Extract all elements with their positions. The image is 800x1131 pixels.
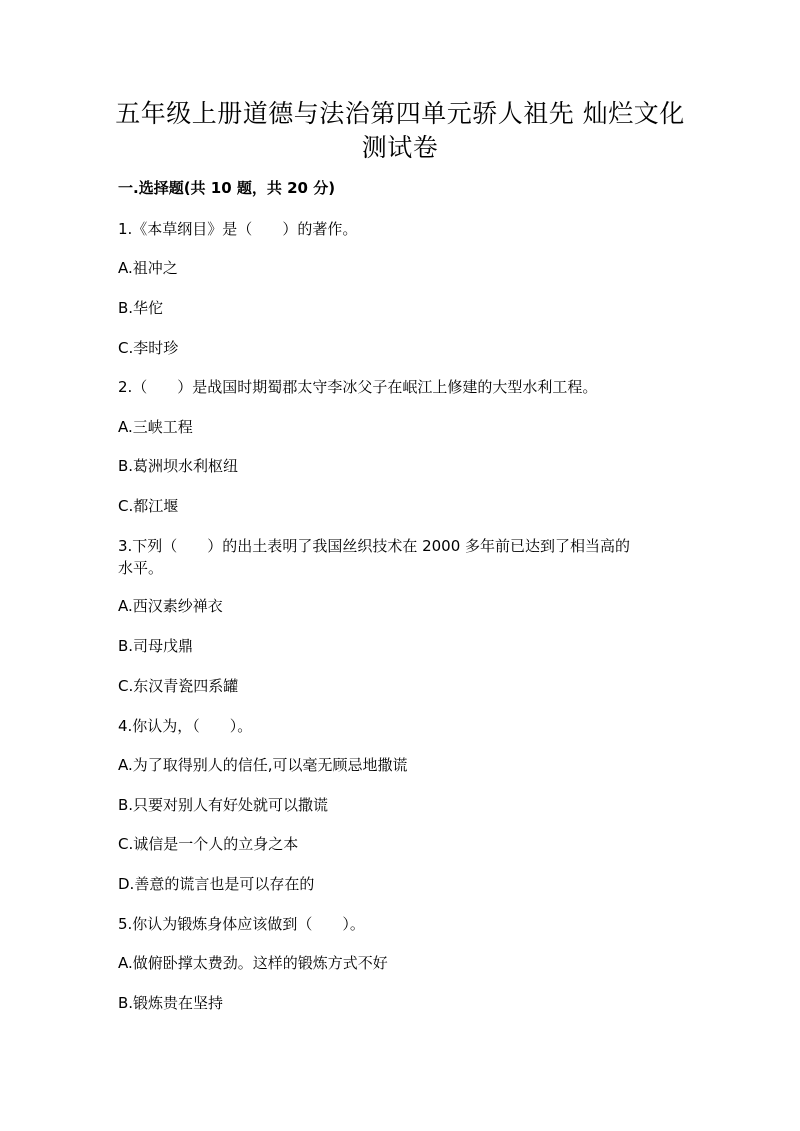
question-5-option-b: B.锻炼贵在坚持 xyxy=(118,994,224,1012)
question-1-option-a: A.祖冲之 xyxy=(118,259,178,277)
question-2-stem: 2.（ ）是战国时期蜀郡太守李冰父子在岷江上修建的大型水利工程。 xyxy=(118,378,598,396)
question-4-option-d: D.善意的谎言也是可以存在的 xyxy=(118,875,315,893)
question-2-option-a: A.三峡工程 xyxy=(118,418,193,436)
section-heading: 一.选择题(共 10 题，共 20 分) xyxy=(118,179,336,197)
question-1-stem: 1.《本草纲目》是（ ）的著作。 xyxy=(118,220,358,238)
question-5-stem: 5.你认为锻炼身体应该做到（ ）。 xyxy=(118,915,365,933)
question-4-option-c: C.诚信是一个人的立身之本 xyxy=(118,835,299,853)
question-3-stem-line1: 3.下列（ ）的出土表明了我国丝织技术在 2000 多年前已达到了相当高的 xyxy=(118,537,631,555)
exam-title-line2: 测试卷 xyxy=(361,133,439,162)
exam-title-line1: 五年级上册道德与法治第四单元骄人祖先 灿烂文化 xyxy=(115,99,685,128)
question-5-option-a: A.做俯卧撑太费劲。这样的锻炼方式不好 xyxy=(118,954,388,972)
question-4-option-b: B.只要对别人有好处就可以撒谎 xyxy=(118,796,329,814)
question-3-option-a: A.西汉素纱禅衣 xyxy=(118,597,223,615)
question-3-option-b: B.司母戊鼎 xyxy=(118,637,194,655)
question-2-option-b: B.葛洲坝水利枢纽 xyxy=(118,457,239,475)
question-3-stem-line2: 水平。 xyxy=(118,559,164,577)
question-2-option-c: C.都江堰 xyxy=(118,497,179,515)
question-3-option-c: C.东汉青瓷四系罐 xyxy=(118,677,239,695)
question-1-option-c: C.李时珍 xyxy=(118,339,179,357)
question-4-stem: 4.你认为，（ ）。 xyxy=(118,717,253,735)
question-1-option-b: B.华佗 xyxy=(118,299,164,317)
question-4-option-a: A.为了取得别人的信任,可以毫无顾忌地撒谎 xyxy=(118,756,408,774)
